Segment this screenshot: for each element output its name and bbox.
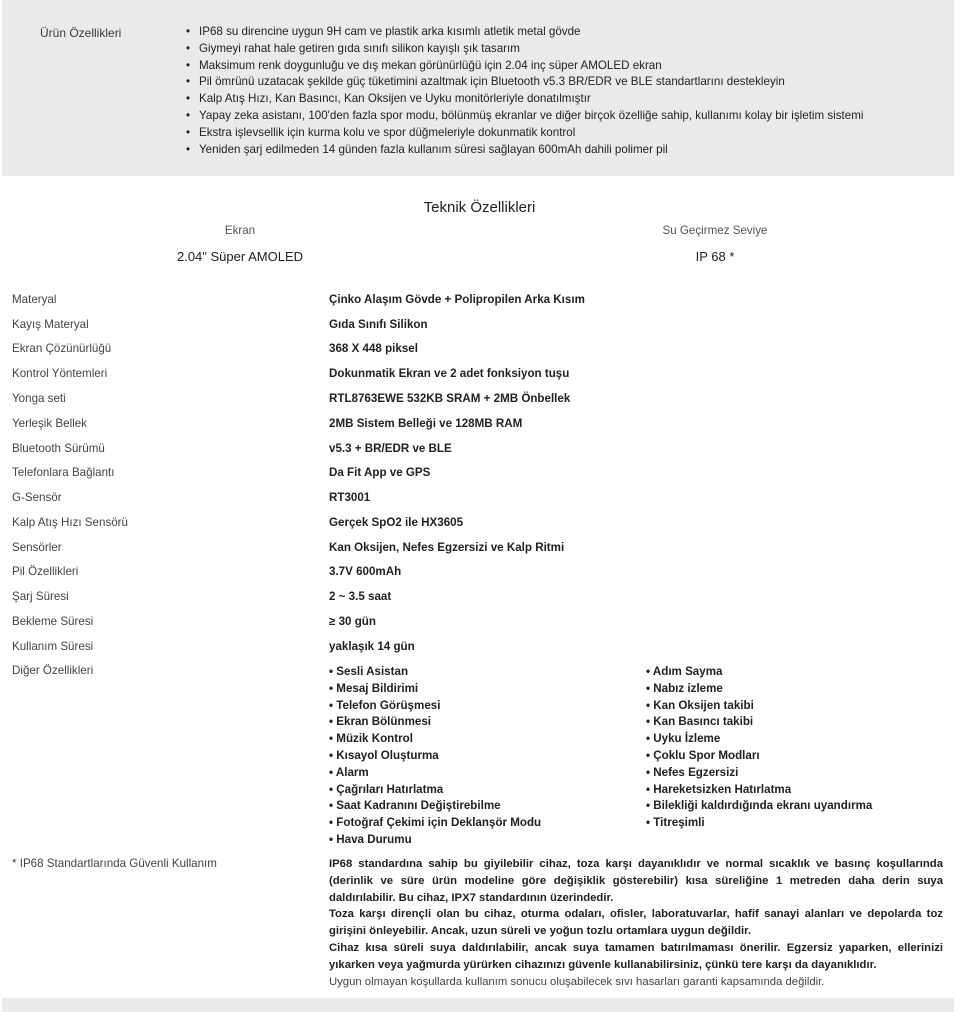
other-feature-item: • Nefes Egzersizi [646, 765, 872, 782]
spec-label: Materyal [12, 293, 57, 306]
other-feature-item: • Fotoğraf Çekimi için Deklanşör Modu [329, 815, 541, 832]
spec-value: RT3001 [329, 491, 371, 504]
spec-label: Sensörler [12, 541, 62, 554]
spec-value: 3.7V 600mAh [329, 565, 402, 578]
ip68-description [329, 856, 943, 990]
spec-row-g-sensor [0, 491, 959, 515]
spec-row-standby-time [0, 615, 959, 639]
spec-row-heart-rate-sensor [0, 516, 959, 540]
other-feature-item: • Kan Oksijen takibi [646, 698, 872, 715]
feature-item: • IP68 su direncine uygun 9H cam ve plastik arka kısımlı atletik metal gövde [186, 24, 863, 41]
other-feature-item: • Kısayol Oluşturma [329, 748, 541, 765]
other-feature-item: • Adım Sayma [646, 664, 872, 681]
ip68-warranty-note: Uygun olmayan koşullarda kullanım sonucu oluşabilecek sıvı hasarları garanti kapsamında değildir. [329, 975, 825, 988]
spec-row-strap-material [0, 318, 959, 342]
features-label: Ürün Özellikleri [40, 26, 122, 40]
ip68-paragraph: Cihaz kısa süreli suya daldırılabilir, ancak suya tamamen batırılmaması önerilir. Egzersiz yaparken, ellerinizi yıkarken veya yağmurda yürürken cihazınızı güvenle kullanabilirsiniz, çünkü tere karşı da dayanıklıdır. [329, 941, 943, 971]
spec-value: yaklaşık 14 gün [329, 640, 415, 653]
spec-label: Bekleme Süresi [12, 615, 94, 628]
spec-value: ≥ 30 gün [329, 615, 376, 628]
other-feature-item: • Müzik Kontrol [329, 731, 541, 748]
ip68-paragraph: IP68 standardına sahip bu giyilebilir cihaz, toza karşı dayanıklıdır ve normal sıcaklık ve basınç koşullarında (derinlik ve süre ürün modeline göre değişiklik gösterebilir) kısa süreliğine 1 metreden daha derin suya daldırılabilir. Bu cihaz, IPX7 standardının üzerindedir. [329, 858, 943, 904]
ip68-safe-usage-label: * IP68 Standartlarında Güvenli Kullanım [12, 857, 217, 870]
spec-label: Kontrol Yöntemleri [12, 367, 108, 380]
other-feature-item: • Telefon Görüşmesi [329, 698, 541, 715]
spec-label: Telefonlara Bağlantı [12, 466, 115, 479]
feature-item: • Pil ömrünü uzatacak şekilde güç tüketimini azaltmak için Bluetooth v5.3 BR/EDR ve BLE standartlarını destekleyin [186, 74, 863, 91]
feature-item: • Ekstra işlevsellik için kurma kolu ve spor düğmeleriyle dokunmatik kontrol [186, 125, 863, 142]
other-feature-item: • Çoklu Spor Modları [646, 748, 872, 765]
other-feature-item: • Kan Basıncı takibi [646, 714, 872, 731]
next-section-band [2, 998, 954, 1012]
spec-value: Da Fit App ve GPS [329, 466, 431, 479]
spec-value: 368 X 448 piksel [329, 342, 418, 355]
spec-label: Ekran Çözünürlüğü [12, 342, 112, 355]
spec-value: Kan Oksijen, Nefes Egzersizi ve Kalp Ritmi [329, 541, 565, 554]
spec-value: Gıda Sınıfı Silikon [329, 318, 428, 331]
other-feature-item: • Çağrıları Hatırlatma [329, 782, 541, 799]
spec-value: Gerçek SpO2 ile HX3605 [329, 516, 464, 529]
spec-label: Kullanım Süresi [12, 640, 94, 653]
tech-specs-title: Teknik Özellikleri [423, 199, 536, 216]
spec-label: Pil Özellikleri [12, 565, 79, 578]
feature-item: • Giymeyi rahat hale getiren gıda sınıfı silikon kayışlı şık tasarım [186, 41, 863, 58]
other-feature-item: • Saat Kadranını Değiştirebilme [329, 798, 541, 815]
other-feature-item: • Titreşimli [646, 815, 872, 832]
spec-row-controls [0, 367, 959, 391]
spec-row-memory [0, 417, 959, 441]
spec-row-battery [0, 565, 959, 589]
spec-value: RTL8763EWE 532KB SRAM + 2MB Önbellek [329, 392, 571, 405]
other-features-right-list [646, 664, 872, 832]
product-features-section [2, 0, 954, 176]
other-feature-item: • Ekran Bölünmesi [329, 714, 541, 731]
feature-item: • Yeniden şarj edilmeden 14 günden fazla kullanım süresi sağlayan 600mAh dahili polimer pil [186, 142, 863, 159]
spec-row-connectivity [0, 466, 959, 490]
spec-row-resolution [0, 342, 959, 366]
spec-row-charging-time [0, 590, 959, 614]
spec-label: Bluetooth Sürümü [12, 442, 105, 455]
features-list [186, 24, 863, 158]
screen-value: 2.04" Süper AMOLED [176, 249, 303, 264]
feature-item: • Kalp Atış Hızı, Kan Basıncı, Kan Oksijen ve Uyku monitörleriyle donatılmıştır [186, 91, 863, 108]
water-resistance-heading: Su Geçirmez Seviye [662, 224, 768, 237]
other-feature-item: • Alarm [329, 765, 541, 782]
spec-row-usage-time [0, 640, 959, 664]
spec-label: Şarj Süresi [12, 590, 69, 603]
other-features-label: Diğer Özellikleri [12, 664, 94, 677]
other-feature-item: • Uyku İzleme [646, 731, 872, 748]
other-feature-item: • Nabız izleme [646, 681, 872, 698]
spec-row-material [0, 293, 959, 317]
spec-label: Yerleşik Bellek [12, 417, 87, 430]
spec-row-chipset [0, 392, 959, 416]
spec-label: G-Sensör [12, 491, 62, 504]
other-feature-item: • Hareketsizken Hatırlatma [646, 782, 872, 799]
screen-heading: Ekran [224, 224, 256, 237]
other-features-left-list [329, 664, 541, 849]
spec-value: 2 ~ 3.5 saat [329, 590, 392, 603]
spec-label: Kayış Materyal [12, 318, 89, 331]
spec-row-sensors [0, 541, 959, 565]
feature-item: • Maksimum renk doygunluğu ve dış mekan görünürlüğü için 2.04 inç süper AMOLED ekran [186, 58, 863, 75]
spec-row-bluetooth [0, 442, 959, 466]
other-feature-item: • Hava Durumu [329, 832, 541, 849]
spec-label: Yonga seti [12, 392, 66, 405]
spec-label: Kalp Atış Hızı Sensörü [12, 516, 128, 529]
spec-value: 2MB Sistem Belleği ve 128MB RAM [329, 417, 523, 430]
spec-value: v5.3 + BR/EDR ve BLE [329, 442, 452, 455]
water-resistance-value: IP 68 * [695, 249, 735, 264]
other-feature-item: • Sesli Asistan [329, 664, 541, 681]
ip68-paragraph: Toza karşı dirençli olan bu cihaz, oturma odaları, ofisler, laboratuvarlar, hafif sanayi alanları ve depolarda toz girişini önleyebilir. Ancak, uzun süreli ve yoğun tozlu ortamlara uygun değildir. [329, 908, 943, 938]
other-feature-item: • Mesaj Bildirimi [329, 681, 541, 698]
feature-item: • Yapay zeka asistanı, 100'den fazla spor modu, bölünmüş ekranlar ve diğer birçok özelliğe sahip, kullanımı kolay bir işletim sistemi [186, 108, 863, 125]
spec-value: Dokunmatik Ekran ve 2 adet fonksiyon tuşu [329, 367, 570, 380]
spec-value: Çinko Alaşım Gövde + Polipropilen Arka Kısım [329, 293, 585, 306]
other-feature-item: • Bilekliği kaldırdığında ekranı uyandırma [646, 798, 872, 815]
